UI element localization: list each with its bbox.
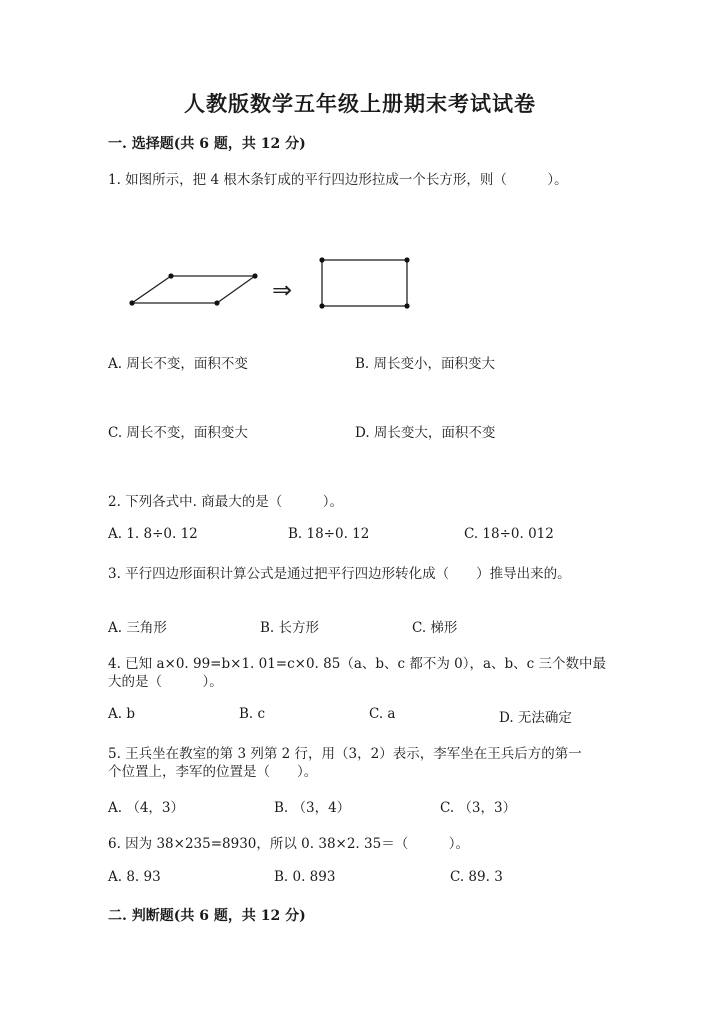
question-1-option-a[interactable]: A. 周长不变，面积不变 — [108, 356, 248, 372]
question-4-option-c[interactable]: C. a — [369, 706, 396, 722]
question-1-option-b[interactable]: B. 周长变小，面积变大 — [355, 356, 496, 372]
question-2-option-b[interactable]: B. 18÷0. 12 — [288, 526, 370, 542]
question-5-option-b[interactable]: B. （3，4） — [274, 800, 351, 816]
question-6-option-a[interactable]: A. 8. 93 — [108, 869, 161, 885]
question-5-stem-line-2: 个位置上，李军的位置是（ ）。 — [108, 764, 318, 780]
question-1-option-d[interactable]: D. 周长变大，面积不变 — [355, 425, 496, 441]
question-4-option-b[interactable]: B. c — [239, 706, 266, 722]
question-2-option-a[interactable]: A. 1. 8÷0. 12 — [108, 526, 198, 542]
question-2-option-c[interactable]: C. 18÷0. 012 — [464, 526, 554, 542]
page-title: 人教版数学五年级上册期末考试试卷 — [184, 91, 536, 116]
question-1-stem: 1. 如图所示，把 4 根木条钉成的平行四边形拉成一个长方形，则（ ）。 — [108, 172, 568, 188]
question-3-option-a[interactable]: A. 三角形 — [108, 620, 167, 636]
question-4-option-a[interactable]: A. b — [108, 706, 135, 722]
question-6-option-c[interactable]: C. 89. 3 — [450, 869, 503, 885]
question-2-stem: 2. 下列各式中. 商最大的是（ ）。 — [108, 494, 344, 510]
question-6-stem: 6. 因为 38×235=8930，所以 0. 38×2. 35＝（ ）。 — [108, 836, 469, 852]
question-3-option-c[interactable]: C. 梯形 — [412, 620, 458, 636]
parallelogram-shape — [129, 273, 257, 305]
question-4-stem-line-2: 大的是（ ）。 — [108, 674, 223, 690]
transform-arrow-icon: ⇒ — [272, 276, 293, 304]
question-6-option-b[interactable]: B. 0. 893 — [274, 869, 336, 885]
section-2-heading: 二. 判断题(共 6 题，共 12 分) — [108, 908, 306, 924]
question-5-option-c[interactable]: C. （3，3） — [440, 800, 517, 816]
question-5-stem-line-1: 5. 王兵坐在教室的第 3 列第 2 行，用（3，2）表示，李军坐在王兵后方的第一 — [108, 746, 582, 762]
question-1-option-c[interactable]: C. 周长不变，面积变大 — [108, 425, 248, 441]
question-4-option-d[interactable]: D. 无法确定 — [499, 710, 572, 726]
question-3-option-b[interactable]: B. 长方形 — [260, 620, 320, 636]
section-1-heading: 一. 选择题(共 6 题，共 12 分) — [108, 136, 306, 152]
rectangle-shape — [319, 257, 409, 308]
question-3-stem: 3. 平行四边形面积计算公式是通过把平行四边形转化成（ ）推导出来的。 — [108, 566, 571, 582]
question-5-option-a[interactable]: A. （4，3） — [108, 800, 185, 816]
question-4-stem-line-1: 4. 已知 a×0. 99=b×1. 01=c×0. 85（a、b、c 都不为 0），a、b、c 三个数中最 — [108, 656, 607, 672]
parallelogram-to-rectangle-figure — [120, 250, 420, 320]
